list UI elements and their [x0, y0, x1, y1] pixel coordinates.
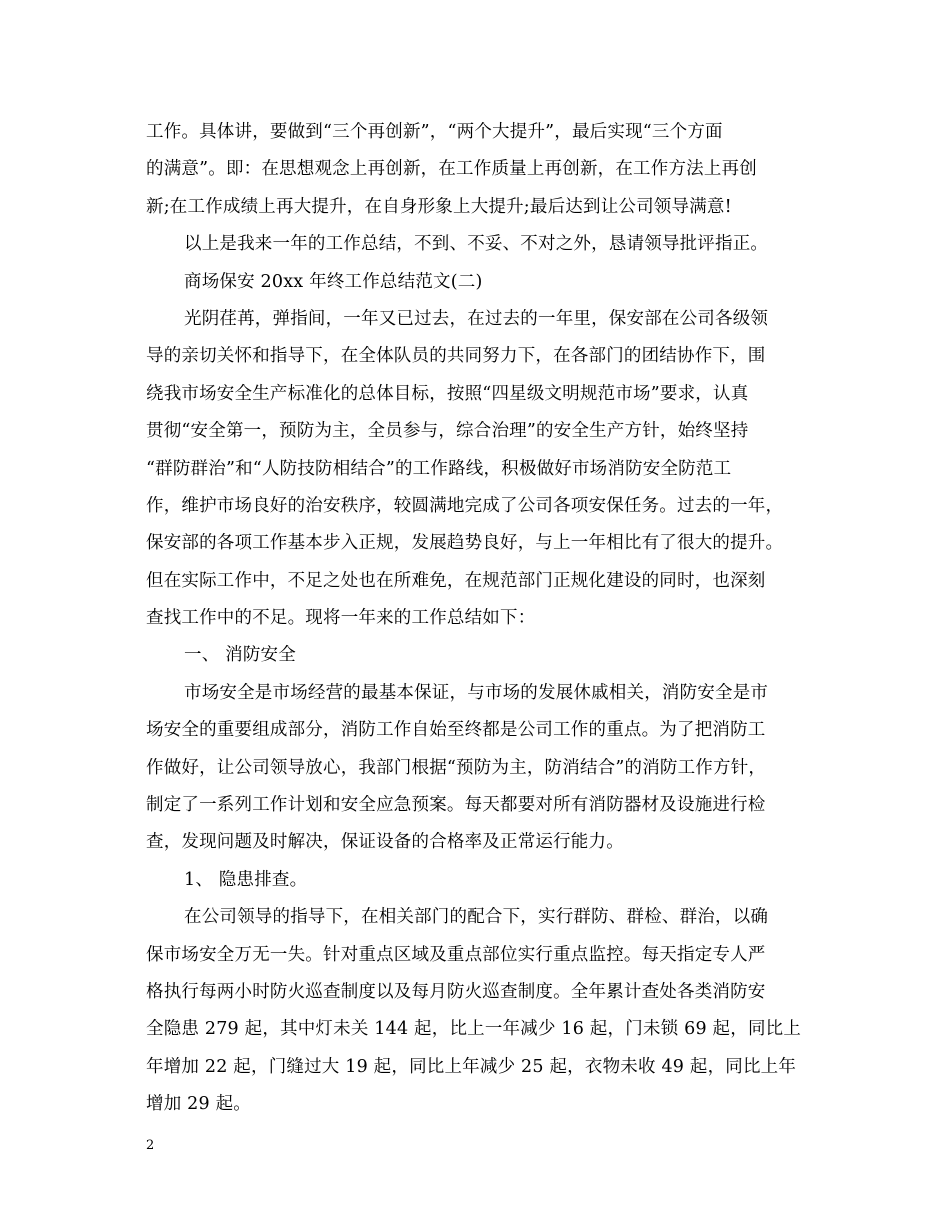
text-line: “群防群治”和“人防技防相结合”的工作路线，积极做好市场消防安全防范工	[146, 458, 732, 479]
text-line: 格执行每两小时防火巡查制度以及每月防火巡查制度。全年累计查处各类消防安	[146, 981, 766, 1002]
text-line: 场安全的重要组成部分，消防工作自始至终都是公司工作的重点。为了把消防工	[146, 720, 766, 741]
text-line: 作，维护市场良好的治安秩序，较圆满地完成了公司各项安保任务。过去的一年，	[146, 495, 784, 516]
text-line: 查，发现问题及时解决，保证设备的合格率及正常运行能力。	[146, 832, 624, 853]
closing-sentence: 以上是我来一年的工作总结，不到、不妥、不对之外，恳请领导批评指正。	[184, 234, 769, 255]
document-body	[146, 114, 808, 1124]
text-line: 在公司领导的指导下，在相关部门的配合下，实行群防、群检、群治，以确	[184, 907, 769, 928]
text-line: 制定了一系列工作计划和安全应急预案。每天都要对所有消防器材及设施进行检	[146, 795, 766, 816]
text-line: 年增加 22 起，门缝过大 19 起，同比上年减少 25 起，衣物未收 49 起，同比上年	[146, 1056, 797, 1077]
text-line: 全隐患 279 起，其中灯未关 144 起，比上一年减少 16 起，门未锁 69 起，同比上	[146, 1019, 802, 1040]
text-line: 新;在工作成绩上再大提升，在自身形象上大提升;最后达到让公司领导满意!	[146, 196, 732, 217]
section-title: 商场保安 20xx 年终工作总结范文(二)	[184, 271, 483, 292]
text-line: 贯彻“安全第一，预防为主，全员参与，综合治理”的安全生产方针，始终坚持	[146, 421, 749, 442]
text-line: 的满意”。即：在思想观念上再创新，在工作质量上再创新，在工作方法上再创	[146, 159, 757, 180]
heading-hazard-inspection: 1、 隐患排查。	[184, 869, 308, 890]
text-line: 光阴荏苒，弹指间，一年又已过去，在过去的一年里，保安部在公司各级领	[184, 308, 769, 329]
text-line: 保市场安全万无一失。针对重点区域及重点部位实行重点监控。每天指定专人严	[146, 944, 766, 965]
text-line: 增加 29 起。	[146, 1094, 251, 1115]
text-line: 但在实际工作中，不足之处也在所难免，在规范部门正规化建设的同时，也深刻	[146, 570, 766, 591]
text-line: 工作。具体讲，要做到“三个再创新”，“两个大提升”，最后实现“三个方面	[146, 122, 723, 142]
text-line: 绕我市场安全生产标准化的总体目标，按照“四星级文明规范市场”要求，认真	[146, 383, 749, 404]
text-line: 导的亲切关怀和指导下，在全体队员的共同努力下，在各部门的团结协作下，围	[146, 346, 766, 367]
heading-fire-safety: 一、 消防安全	[184, 645, 296, 666]
text-line: 市场安全是市场经营的最基本保证，与市场的发展休戚相关，消防安全是市	[184, 682, 769, 703]
text-line: 作做好，让公司领导放心，我部门根据“预防为主，防消结合”的消防工作方针，	[146, 757, 767, 778]
text-line: 查找工作中的不足。现将一年来的工作总结如下：	[146, 608, 536, 629]
page-number: 2	[146, 1138, 155, 1153]
text-line: 保安部的各项工作基本步入正规，发展趋势良好，与上一年相比有了很大的提升。	[146, 533, 784, 554]
